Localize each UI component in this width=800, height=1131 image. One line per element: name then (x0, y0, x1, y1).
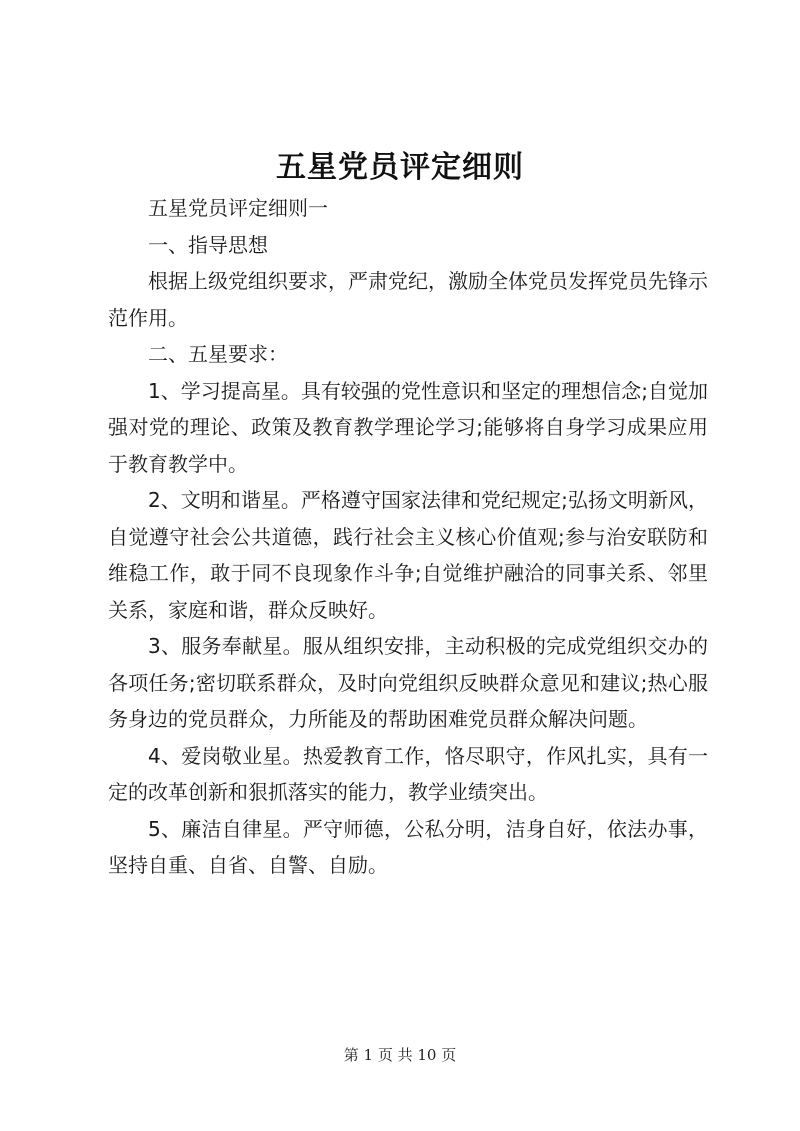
subtitle-paragraph: 五星党员评定细则一 (148, 196, 328, 220)
requirement-integrity-star: 5、廉洁自律星。严守师德，公私分明，洁身自好，依法办事，坚持自重、自省、自警、自励。 (108, 816, 708, 877)
requirement-study-star: 1、学习提高星。具有较强的党性意识和坚定的理想信念;自觉加强对党的理论、政策及教育教学理论学习;能够将自身学习成果应用于教育教学中。 (108, 378, 708, 476)
page-title: 五星党员评定细则 (276, 150, 524, 185)
guiding-thought-paragraph: 根据上级党组织要求，严肃党纪，激励全体党员发挥党员先锋示范作用。 (108, 269, 708, 330)
document-body (108, 190, 708, 884)
requirement-service-star: 3、服务奉献星。服从组织安排，主动积极的完成党组织交办的各项任务;密切联系群众，及时向党组织反映群众意见和建议;热心服务身边的党员群众，力所能及的帮助困难党员群众解决问题。 (108, 634, 708, 731)
section-heading-five-star-requirements: 二、五星要求： (148, 342, 288, 366)
section-heading-guiding-thought: 一、指导思想 (148, 232, 268, 257)
requirement-dedication-star: 4、爱岗敬业星。热爱教育工作，恪尽职守，作风扎实，具有一定的改革创新和狠抓落实的能力，教学业绩突出。 (108, 743, 708, 804)
page-number-label: 第 1 页 共 10 页 (343, 1046, 457, 1064)
page-footer (0, 1044, 800, 1065)
requirement-civility-star: 2、文明和谐星。严格遵守国家法律和党纪规定;弘扬文明新风，自觉遵守社会公共道德，践行社会主义核心价值观;参与治安联防和维稳工作，敢于同不良现象作斗争;自觉维护融洽的同事关系、邻里关系，家庭和谐，群众反映好。 (108, 488, 708, 622)
